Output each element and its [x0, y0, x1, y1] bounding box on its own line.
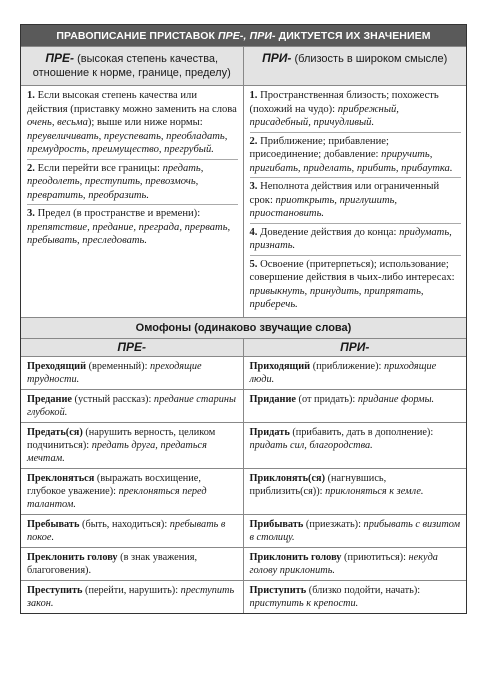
rules-table — [20, 24, 467, 614]
table-row — [21, 514, 466, 547]
rule-number: 5. — [249, 258, 258, 270]
homophones-subheader — [21, 338, 466, 357]
homophones-pri-head: ПРИ- — [244, 339, 467, 357]
homophone-pre — [21, 469, 244, 514]
pre-rule-1 — [27, 89, 238, 157]
pre-rule-3 — [27, 204, 238, 248]
homophone-word: Приклонять(ся) — [249, 473, 326, 484]
header-pre — [21, 47, 244, 85]
homophone-def: (от придать): — [295, 394, 358, 405]
title-pre: ПРЕ- — [218, 30, 244, 42]
rule-example: привыкнуть, принудить, припрятать, приберечь. — [249, 285, 424, 310]
homophone-pre — [21, 390, 244, 422]
homophone-example: преступить закон. — [27, 585, 235, 609]
header-row — [21, 46, 466, 85]
homophones-rows — [21, 356, 466, 613]
homophone-def: (выражать восхищение, глубокое уважение): — [27, 473, 201, 497]
header-pre-prefix: ПРЕ- — [45, 51, 75, 65]
rule-example: очень, весьма — [27, 117, 88, 128]
homophone-word: Прибывать — [249, 519, 304, 530]
rule-text: Если высокая степень качества или действия (приставку можно заменить на слова — [27, 90, 237, 115]
rule-example: придумать, признать. — [249, 226, 452, 251]
rule-number: 2. — [249, 135, 258, 147]
homophone-example: придать сил, благородства. — [249, 440, 373, 451]
homophone-def: (приютиться): — [341, 552, 409, 563]
table-row — [21, 422, 466, 468]
header-pri-prefix: ПРИ- — [262, 51, 292, 65]
table-row — [21, 468, 466, 514]
homophone-example: приклоняться к земле. — [325, 486, 424, 497]
table-title — [21, 25, 466, 46]
homophone-def: (приближение): — [310, 361, 384, 372]
title-prefix: ПРАВОПИСАНИЕ ПРИСТАВОК — [56, 30, 215, 42]
homophone-example: придание формы. — [357, 394, 435, 405]
homophone-word: Предание — [27, 394, 72, 405]
homophone-example: преходящие трудности. — [27, 361, 202, 385]
homophone-word: Преступить — [27, 585, 83, 596]
homophone-def: (нагнувшись, приблизить(ся)): — [249, 473, 387, 497]
rules-row — [21, 85, 466, 317]
rule-number: 4. — [249, 226, 258, 238]
pri-rules — [244, 86, 467, 317]
table-row — [21, 356, 466, 389]
rule-example: преувеличивать, преуспевать, преобладать, премудрость, преимущество, прегрубый. — [27, 130, 228, 155]
homophone-pri — [244, 469, 467, 514]
homophone-pre — [21, 581, 244, 613]
homophone-pre — [21, 423, 244, 468]
homophone-word: Приходящий — [249, 361, 311, 372]
rule-example: приручить, пригибать, приделать, прибить, прибаутка. — [249, 149, 453, 174]
title-pri: ПРИ- — [249, 30, 276, 42]
table-row — [21, 580, 466, 613]
rule-example: приоткрыть, приглушить, приостановить. — [249, 194, 398, 219]
homophone-def: (нарушить верность, целиком подчиниться): — [27, 427, 216, 451]
homophone-word: Приступить — [249, 585, 307, 596]
table-row — [21, 547, 466, 580]
homophone-example: некуда голову приклонить. — [249, 552, 438, 576]
homophone-pre — [21, 548, 244, 580]
rule-text: Освоение (притерпеться); использование; совершение действия в чьих-либо интересах: — [249, 258, 455, 283]
rule-number: 2. — [27, 162, 35, 174]
pri-rule-5 — [250, 255, 462, 312]
rule-text: Если перейти все границы: — [37, 162, 163, 174]
rule-number: 3. — [27, 208, 35, 219]
pre-rule-2 — [27, 159, 238, 203]
rule-number: 1. — [249, 90, 258, 101]
homophone-word: Придание — [249, 394, 296, 405]
rule-example: прибрежный, присадебный, причудливый. — [249, 103, 399, 128]
pri-rule-2 — [250, 132, 462, 176]
homophone-word: Приклонить голову — [249, 552, 342, 563]
header-pri — [244, 47, 467, 85]
pri-rule-4 — [250, 223, 462, 253]
homophone-def: (быть, находиться): — [79, 519, 170, 530]
homophone-def: (временный): — [86, 361, 151, 372]
homophone-pre — [21, 515, 244, 547]
rule-text: Предел (в пространстве и времени): — [37, 208, 201, 219]
homophone-word: Преходящий — [27, 361, 87, 372]
homophone-word: Придать — [249, 427, 290, 438]
homophone-example: предание старины глубокой. — [27, 394, 236, 418]
homophone-example: предать друга, предаться мечтам. — [27, 440, 207, 464]
homophone-example: прибывать с визитом в столицу. — [249, 519, 461, 543]
rule-example: препятствие, предание, преграда, прервать, пребывать, преследовать. — [27, 221, 231, 246]
title-suffix: ДИКТУЕТСЯ ИХ ЗНАЧЕНИЕМ — [278, 30, 431, 42]
homophone-word: Преклонить голову — [27, 552, 118, 563]
homophone-def: (перейти, нарушить): — [82, 585, 181, 596]
homophone-pri — [244, 548, 467, 580]
homophone-word: Предать(ся) — [27, 427, 83, 438]
rule-number: 1. — [27, 90, 35, 101]
rule-text: Неполнота действия или ограниченный срок: — [249, 181, 440, 206]
homophone-pri — [244, 423, 467, 468]
rule-text: Доведение действия до конца: — [260, 226, 400, 238]
homophone-example: пребывать в покое. — [27, 519, 226, 543]
rule-example: предать, преодолеть, преступить, превозмочь, превратить, преобразить. — [27, 162, 204, 201]
table-row — [21, 389, 466, 422]
rule-number: 3. — [249, 181, 258, 192]
homophone-example: приступить к крепости. — [249, 598, 359, 609]
homophones-title: Омофоны (одинаково звучащие слова) — [21, 317, 466, 338]
homophone-def: (устный рассказ): — [71, 394, 154, 405]
rule-text: Пространственная близость; похожесть (похожий на чудо): — [249, 90, 439, 115]
header-pre-desc: (высокая степень качества, отношение к норме, границе, пределу) — [32, 53, 231, 79]
pre-rules — [21, 86, 244, 317]
homophone-pri — [244, 357, 467, 389]
rule-text: ); выше или ниже нормы: — [87, 117, 203, 128]
homophone-def: (приезжать): — [303, 519, 364, 530]
homophones-pre-head: ПРЕ- — [21, 339, 244, 357]
homophone-pri — [244, 515, 467, 547]
title-comma: , — [243, 30, 247, 42]
homophone-word: Пребывать — [27, 519, 80, 530]
homophone-pre — [21, 357, 244, 389]
homophone-def: (близко подойти, начать): — [306, 585, 421, 596]
header-pri-desc: (близость в широком смысле) — [294, 53, 448, 65]
pri-rule-1 — [250, 89, 462, 130]
rule-text: Приближение; прибавление; присоединение; добавление: — [249, 135, 389, 160]
homophone-pri — [244, 581, 467, 613]
homophone-pri — [244, 390, 467, 422]
pri-rule-3 — [250, 177, 462, 221]
homophone-def: (прибавить, дать в дополнение): — [289, 427, 434, 438]
homophone-word: Преклоняться — [27, 473, 95, 484]
homophone-def: (в знак уважения, благоговения). — [27, 552, 198, 576]
homophone-example: преклоняться перед талантом. — [27, 486, 207, 510]
homophone-example: приходящие люди. — [249, 361, 437, 385]
